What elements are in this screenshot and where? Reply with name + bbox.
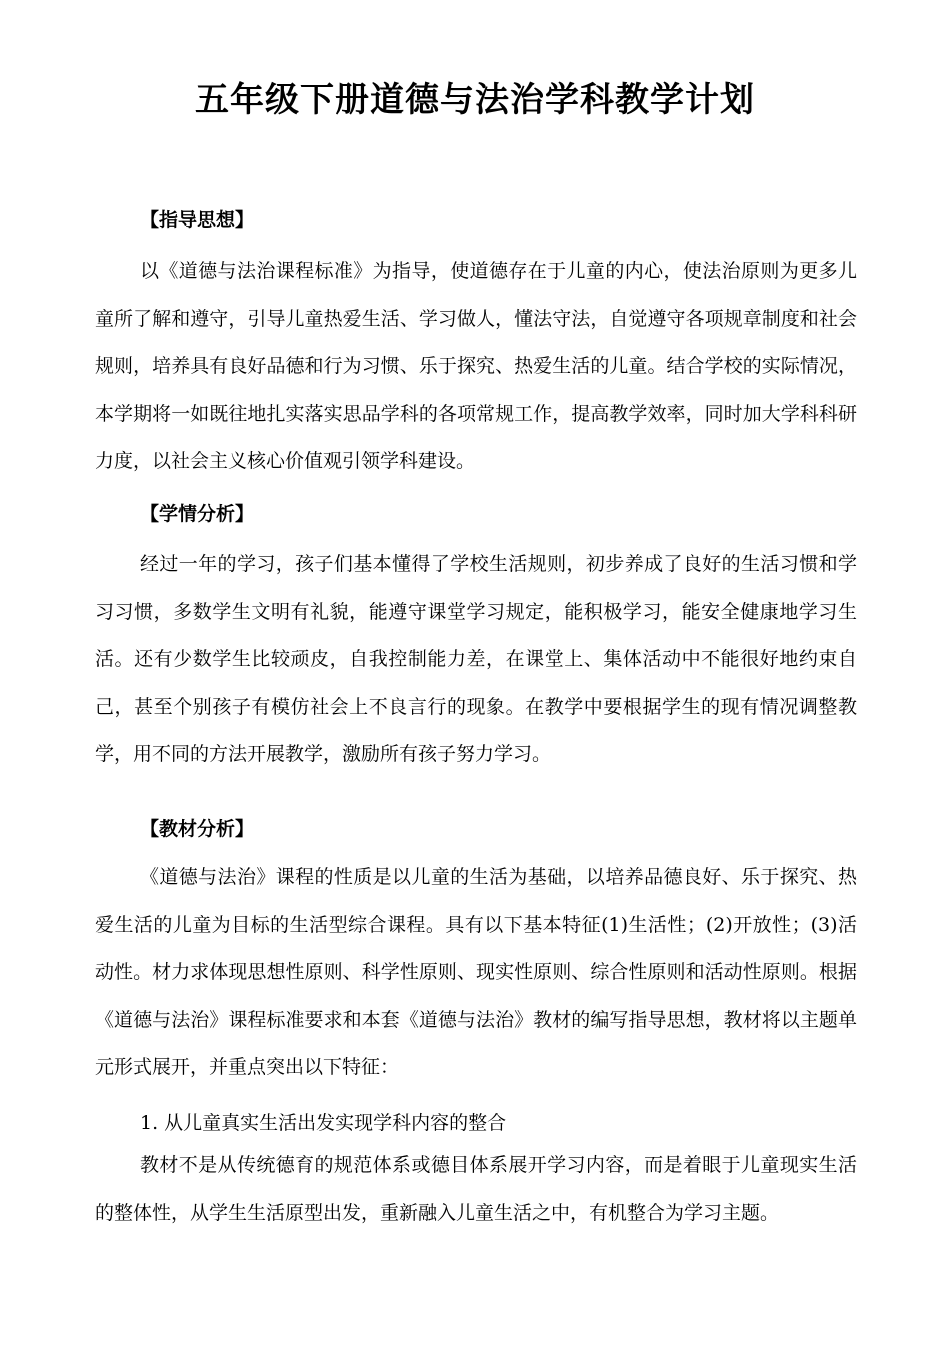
list-item-feature-1: 1. 从儿童真实生活出发实现学科内容的整合 [140, 1112, 507, 1134]
section-heading-student-analysis: 【学情分析】 [140, 503, 255, 525]
section-heading-textbook-analysis: 【教材分析】 [140, 818, 255, 840]
paragraph-feature-1-detail: 教材不是从传统德育的规范体系或德目体系展开学习内容，而是着眼于儿童现实生活的整体性，从学生生活原型出发，重新融入儿童生活之中，有机整合为学习主题。 [95, 1154, 857, 1224]
paragraph-guiding-ideology: 以《道德与法治课程标准》为指导，使道德存在于儿童的内心，使法治原则为更多儿童所了解和遵守，引导儿童热爱生活、学习做人，懂法守法，自觉遵守各项规章制度和社会规则，培养具有良好品德和行为习惯、乐于探究、热爱生活的儿童。结合学校的实际情况，本学期将一如既往地扎实落实思品学科的各项常规工作，提高教学效率，同时加大学科科研力度，以社会主义核心价值观引领学科建设。 [95, 260, 857, 472]
section-heading-guiding-ideology: 【指导思想】 [140, 209, 255, 231]
document-title: 五年级下册道德与法治学科教学计划 [195, 80, 755, 120]
paragraph-student-analysis: 经过一年的学习，孩子们基本懂得了学校生活规则，初步养成了良好的生活习惯和学习习惯，多数学生文明有礼貌，能遵守课堂学习规定，能积极学习，能安全健康地学习生活。还有少数学生比较顽皮，自我控制能力差，在课堂上、集体活动中不能很好地约束自己，甚至个别孩子有模仿社会上不良言行的现象。在教学中要根据学生的现有情况调整教学，用不同的方法开展教学，激励所有孩子努力学习。 [95, 553, 857, 765]
paragraph-textbook-analysis: 《道德与法治》课程的性质是以儿童的生活为基础，以培养品德良好、乐于探究、热爱生活的儿童为目标的生活型综合课程。具有以下基本特征(1)生活性；(2)开放性；(3)活动性。材力求体现思想性原则、科学性原则、现实性原则、综合性原则和活动性原则。根据《道德与法治》课程标准要求和本套《道德与法治》教材的编写指导思想，教材将以主题单元形式展开，并重点突出以下特征： [95, 866, 857, 1078]
